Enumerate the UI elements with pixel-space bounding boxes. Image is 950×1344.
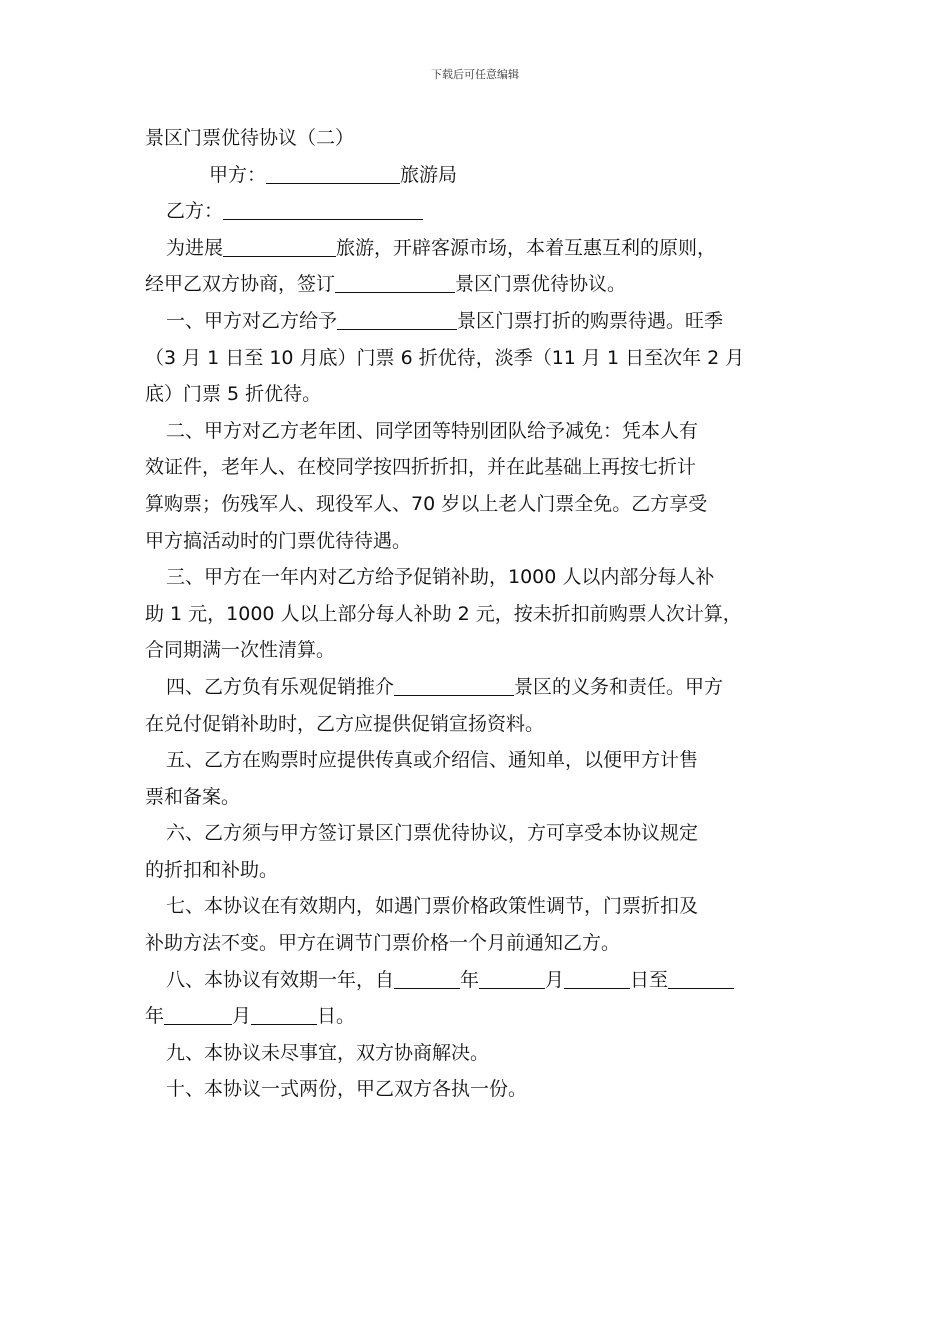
- month-label: 月: [232, 1005, 252, 1028]
- clause-6-line-1: 六、乙方须与甲方签订景区门票优待协议，方可享受本协议规定: [166, 822, 699, 845]
- clause-8-line-2: [145, 998, 815, 1035]
- intro-line-2: [145, 266, 815, 303]
- clause-6-line-2: 的折扣和补助。: [145, 858, 279, 881]
- clause-text: 四、乙方负有乐观促销推介: [166, 675, 395, 698]
- party-a-label: 甲方：: [209, 163, 267, 186]
- party-b-blank[interactable]: [223, 199, 423, 220]
- clause-text: 景区的义务和责任。甲方: [514, 675, 724, 698]
- document-title: 景区门票优待协议（二）: [145, 127, 355, 149]
- year-label: 年: [145, 1005, 165, 1028]
- clause-4-line-2: 在兑付促销补助时，乙方应提供促销宣扬资料。: [145, 712, 545, 735]
- day-to-label: 日至: [630, 968, 669, 991]
- clause-text: 一、甲方对乙方给予: [166, 309, 338, 332]
- clause-4-blank[interactable]: [394, 675, 514, 696]
- clause-9: 九、本协议未尽事宜，双方协商解决。: [166, 1041, 490, 1064]
- clause-4-line-1: [145, 669, 815, 706]
- clause-3-line-2: 助 1 元，1000 人以上部分每人补助 2 元，按未折扣前购票人次计算，: [145, 602, 742, 625]
- clause-1-blank[interactable]: [337, 309, 457, 330]
- day-label: 日。: [317, 1005, 356, 1028]
- intro-text: 为进展: [166, 236, 224, 259]
- end-year-blank-partial[interactable]: [668, 968, 734, 989]
- intro-line-1: [145, 230, 815, 267]
- page-header-note: 下载后可任意编辑: [431, 68, 519, 81]
- intro-blank-1[interactable]: [223, 236, 336, 257]
- start-day-blank[interactable]: [564, 968, 630, 989]
- intro-text: 旅游，开辟客源市场，本着互惠互利的原则，: [336, 236, 717, 259]
- clause-2-line-3: 算购票；伤残军人、现役军人、70 岁以上老人门票全免。乙方享受: [145, 492, 708, 515]
- clause-3-line-1: 三、甲方在一年内对乙方给予促销补助，1000 人以内部分每人补: [166, 566, 715, 589]
- end-month-blank[interactable]: [164, 1004, 232, 1025]
- clause-text: 景区门票打折的购票待遇。旺季: [457, 309, 724, 332]
- intro-text: 景区门票优待协议。: [455, 273, 627, 296]
- clause-2-line-1: 二、甲方对乙方老年团、同学团等特别团队给予减免：凭本人有: [166, 419, 699, 442]
- party-a-line: [145, 157, 815, 194]
- clause-7-line-1: 七、本协议在有效期内，如遇门票价格政策性调节，门票折扣及: [166, 895, 699, 918]
- clause-2-line-2: 效证件，老年人、在校同学按四折折扣，并在此基础上再按七折计: [145, 456, 697, 479]
- clause-2-line-4: 甲方搞活动时的门票优待待遇。: [145, 529, 412, 552]
- start-month-blank[interactable]: [479, 968, 545, 989]
- intro-text: 经甲乙双方协商，签订: [145, 273, 336, 296]
- clause-1-line-1: [145, 303, 815, 340]
- clause-text: 八、本协议有效期一年，自: [166, 968, 395, 991]
- intro-blank-2[interactable]: [335, 272, 455, 293]
- year-label: 年: [460, 968, 480, 991]
- party-a-suffix: 旅游局: [400, 163, 458, 186]
- clause-1-line-2: （3 月 1 日至 10 月底）门票 6 折优待，淡季（11 月 1 日至次年 2 月: [145, 346, 745, 369]
- party-b-line: [145, 193, 815, 230]
- clause-8-line-1: [145, 962, 815, 999]
- end-day-blank[interactable]: [251, 1004, 317, 1025]
- month-label: 月: [545, 968, 565, 991]
- party-b-label: 乙方：: [166, 200, 224, 223]
- clause-1-line-3: 底）门票 5 折优待。: [145, 383, 322, 406]
- clause-7-line-2: 补助方法不变。甲方在调节门票价格一个月前通知乙方。: [145, 932, 621, 955]
- clause-10: 十、本协议一式两份，甲乙双方各执一份。: [166, 1078, 528, 1101]
- clause-5-line-1: 五、乙方在购票时应提供传真或介绍信、通知单，以便甲方计售: [166, 749, 699, 772]
- start-year-blank[interactable]: [394, 968, 460, 989]
- agreement-body: [145, 120, 815, 1108]
- clause-5-line-2: 票和备案。: [145, 785, 241, 808]
- party-a-blank[interactable]: [266, 163, 400, 184]
- clause-3-line-3: 合同期满一次性清算。: [145, 639, 336, 662]
